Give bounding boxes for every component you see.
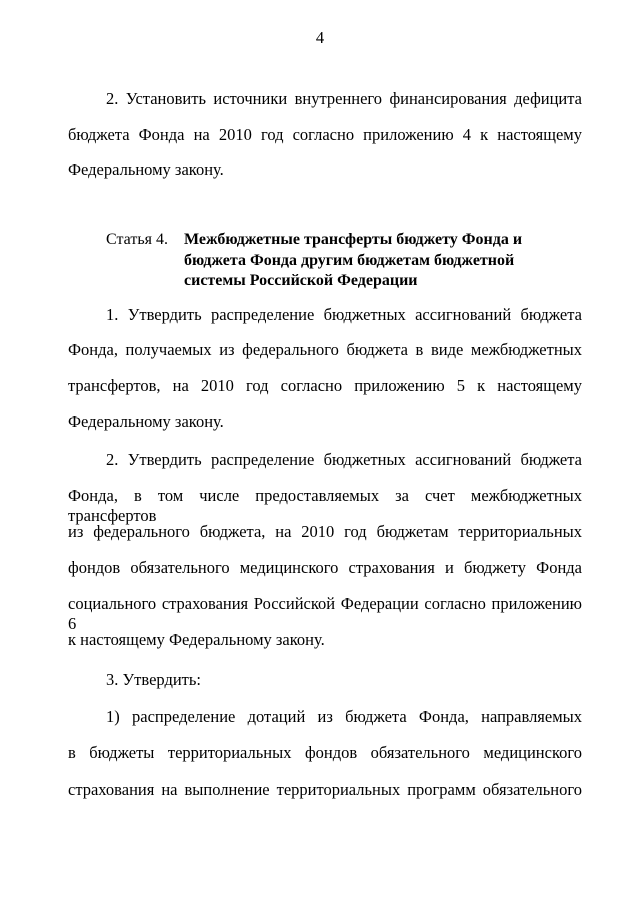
paragraph-line: 2. Установить источники внутреннего финансирования дефицита (106, 89, 582, 108)
paragraph-line: из федерального бюджета, на 2010 год бюджетам территориальных (68, 522, 582, 541)
page-number: 4 (315, 28, 325, 47)
paragraph-line: Фонда, в том числе предоставляемых за счет межбюджетных трансфертов (68, 486, 582, 525)
paragraph-line: 1. Утвердить распределение бюджетных ассигнований бюджета (106, 305, 582, 324)
paragraph-line: фондов обязательного медицинского страхования и бюджету Фонда (68, 558, 582, 577)
article-title-line: системы Российской Федерации (184, 272, 418, 289)
paragraph-line: бюджета Фонда на 2010 год согласно приложению 4 к настоящему (68, 125, 582, 144)
article-label: Статья 4. (106, 231, 168, 248)
paragraph-line: Федеральному закону. (68, 160, 224, 179)
paragraph-line: трансфертов, на 2010 год согласно приложению 5 к настоящему (68, 376, 582, 395)
paragraph-line: 1) распределение дотаций из бюджета Фонда, направляемых (106, 707, 582, 726)
paragraph-line: Фонда, получаемых из федерального бюджета в виде межбюджетных (68, 340, 582, 359)
paragraph-line: в бюджеты территориальных фондов обязательного медицинского (68, 743, 582, 762)
paragraph-line: социального страхования Российской Федерации согласно приложению 6 (68, 594, 582, 633)
article-title-line: бюджета Фонда другим бюджетам бюджетной (184, 252, 515, 269)
paragraph-line: Федеральному закону. (68, 412, 224, 431)
paragraph-line: 3. Утвердить: (106, 670, 201, 689)
paragraph-line: к настоящему Федеральному закону. (68, 630, 325, 649)
article-title-line: Межбюджетные трансферты бюджету Фонда и (184, 231, 523, 248)
paragraph-line: страхования на выполнение территориальных программ обязательного (68, 780, 582, 799)
paragraph-line: 2. Утвердить распределение бюджетных ассигнований бюджета (106, 450, 582, 469)
